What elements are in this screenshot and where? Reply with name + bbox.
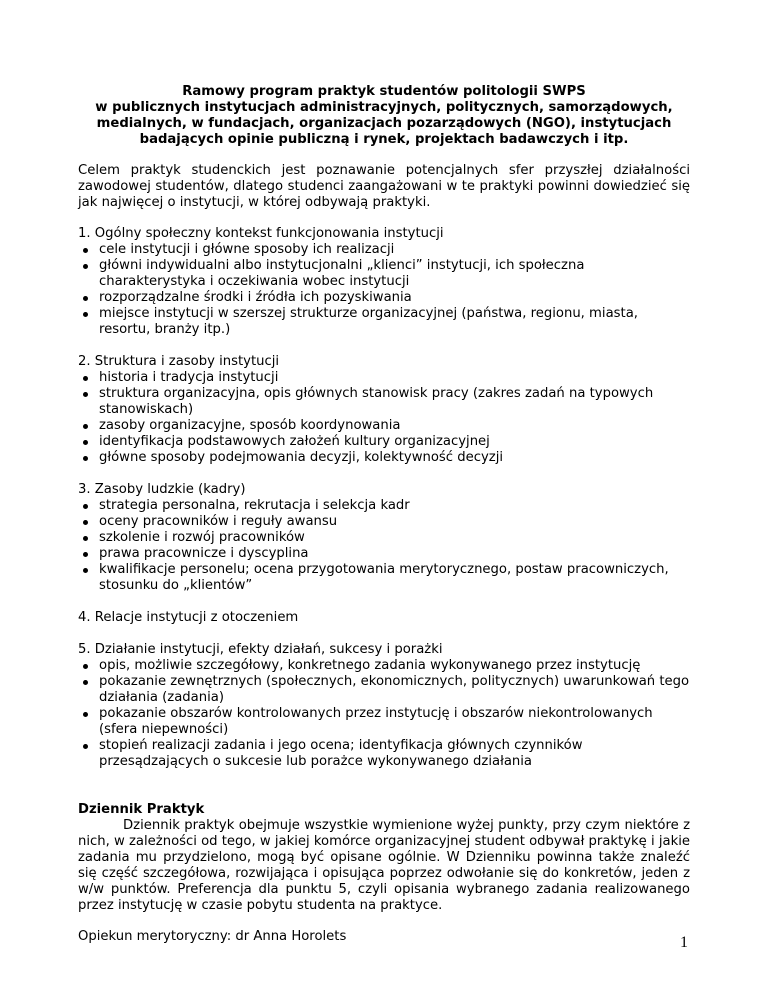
list-item [78, 450, 690, 466]
section-4 [78, 610, 690, 626]
bullet-icon [83, 568, 88, 573]
section-1 [78, 226, 690, 338]
bullet-icon [83, 296, 88, 301]
bullet-icon [83, 264, 88, 269]
list-item [78, 706, 690, 738]
list-item-text: cele instytucji i główne sposoby ich realizacji [99, 242, 395, 257]
list-item [78, 546, 690, 562]
list-item-text: identyfikacja podstawowych założeń kultury organizacyjnej [99, 434, 490, 449]
list-item [78, 514, 690, 530]
bullet-list [78, 242, 690, 338]
bullet-icon [83, 552, 88, 557]
bullet-icon [83, 312, 88, 317]
list-item [78, 242, 690, 258]
document-title [78, 84, 690, 148]
bullet-icon [83, 456, 88, 461]
list-item-text: szkolenie i rozwój pracowników [99, 530, 305, 545]
list-item [78, 386, 690, 418]
list-item-text: główni indywidualni albo instytucjonalni „klienci” instytucji, ich społeczna charakterystyka i oczekiwania wobec instytucji [99, 258, 585, 289]
list-item-text: pokazanie obszarów kontrolowanych przez instytucję i obszarów niekontrolowanych (sfera niepewności) [99, 706, 653, 737]
intro-paragraph: Celem praktyk studenckich jest poznawanie potencjalnych sfer przyszłej działalności zawodowej studentów, dlatego studenci zaangażowani w te praktyki powinni dowiedzieć się jak najwięcej o instytucji, w której odbywają praktyki. [78, 163, 690, 210]
list-item-text: opis, możliwie szczegółowy, konkretnego zadania wykonywanego przez instytucję [99, 658, 641, 673]
title-line: badających opinie publiczną i rynek, projektach badawczych i itp. [139, 132, 629, 147]
title-line: medialnych, w fundacjach, organizacjach pozarządowych (NGO), instytucjach [96, 116, 672, 131]
list-item [78, 498, 690, 514]
list-item [78, 418, 690, 434]
bullet-icon [83, 248, 88, 253]
list-item-text: struktura organizacyjna, opis głównych stanowisk pracy (zakres zadań na typowych stanowiskach) [99, 386, 654, 417]
section-heading: 5. Działanie instytucji, efekty działań, sukcesy i porażki [78, 642, 443, 657]
list-item [78, 306, 690, 338]
list-item-text: kwalifikacje personelu; ocena przygotowania merytorycznego, postaw pracowniczych, stosunku do „klientów” [99, 562, 669, 593]
title-line: Ramowy program praktyk studentów politologii SWPS [182, 84, 586, 99]
bullet-list [78, 658, 690, 770]
bullet-list [78, 370, 690, 466]
bullet-icon [83, 376, 88, 381]
journal-section [78, 802, 690, 914]
list-item-text: zasoby organizacyjne, sposób koordynowania [99, 418, 401, 433]
section-heading: 3. Zasoby ludzkie (kadry) [78, 482, 246, 497]
list-item-text: główne sposoby podejmowania decyzji, kolektywność decyzji [99, 450, 504, 465]
bullet-icon [83, 680, 88, 685]
page-number: 1 [680, 934, 688, 951]
list-item-text: miejsce instytucji w szerszej strukturze organizacyjnej (państwa, regionu, miasta, resortu, branży itp.) [99, 306, 638, 337]
bullet-icon [83, 664, 88, 669]
list-item [78, 658, 690, 674]
bullet-icon [83, 744, 88, 749]
list-item [78, 530, 690, 546]
list-item-text: historia i tradycja instytucji [99, 370, 279, 385]
section-5 [78, 642, 690, 770]
journal-heading: Dziennik Praktyk [78, 802, 205, 817]
list-item [78, 562, 690, 594]
list-item-text: prawa pracownicze i dyscyplina [99, 546, 309, 561]
list-item [78, 674, 690, 706]
list-item [78, 434, 690, 450]
list-item-text: rozporządzalne środki i źródła ich pozyskiwania [99, 290, 412, 305]
bullet-icon [83, 504, 88, 509]
section-2 [78, 354, 690, 466]
bullet-icon [83, 392, 88, 397]
journal-paragraph: Dziennik praktyk obejmuje wszystkie wymienione wyżej punkty, przy czym niektóre z nich, w zależności od tego, w jakiej komórce organizacyjnej student odbywał praktykę i jakie zadania mu przydzielono, mogą być opisane ogólnie. W Dzienniku powinna także znaleźć się część szczegółowa, rozwijająca i opisująca poprzez odwołanie się do konkretów, jeden z w/w punktów. Preferencja dla punktu 5, czyli opisania wybranego zadania realizowanego przez instytucję w czasie pobytu studenta na praktyce. [78, 818, 690, 913]
list-item-text: strategia personalna, rekrutacja i selekcja kadr [99, 498, 410, 513]
list-item [78, 258, 690, 290]
document-page [78, 84, 690, 945]
title-line: w publicznych instytucjach administracyjnych, politycznych, samorządowych, [95, 100, 673, 115]
supervisor-line: Opiekun merytoryczny: dr Anna Horolets [78, 929, 347, 944]
list-item [78, 738, 690, 770]
list-item-text: stopień realizacji zadania i jego ocena; identyfikacja głównych czynników przesądzających o sukcesie lub porażce wykonywanego działania [99, 738, 583, 769]
bullet-icon [83, 520, 88, 525]
list-item-text: pokazanie zewnętrznych (społecznych, ekonomicznych, politycznych) uwarunkowań tego działania (zadania) [99, 674, 690, 705]
section-heading: 2. Struktura i zasoby instytucji [78, 354, 280, 369]
bullet-icon [83, 712, 88, 717]
bullet-icon [83, 440, 88, 445]
bullet-icon [83, 536, 88, 541]
list-item-text: oceny pracowników i reguły awansu [99, 514, 338, 529]
list-item [78, 290, 690, 306]
section-3 [78, 482, 690, 594]
bullet-icon [83, 424, 88, 429]
bullet-list [78, 498, 690, 594]
section-heading: 4. Relacje instytucji z otoczeniem [78, 610, 299, 625]
section-heading: 1. Ogólny społeczny kontekst funkcjonowania instytucji [78, 226, 444, 241]
list-item [78, 370, 690, 386]
